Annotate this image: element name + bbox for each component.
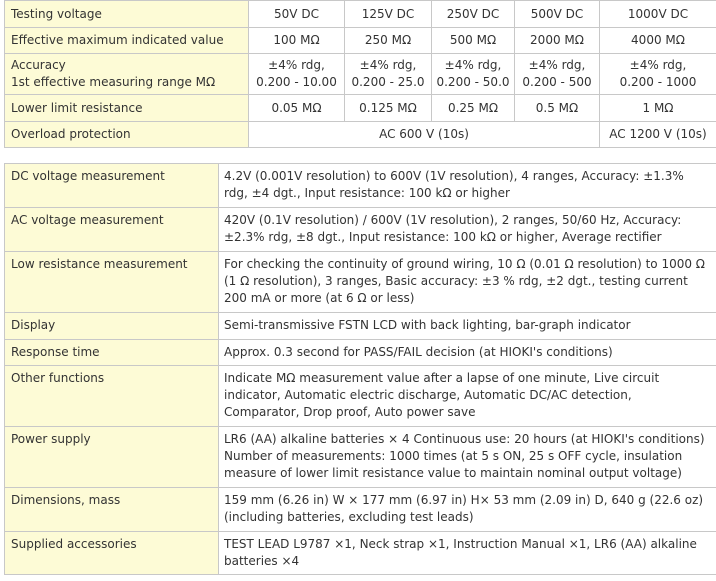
- voltage-125v-cell: 125V DC: [345, 1, 432, 28]
- detail-label: Response time: [5, 340, 219, 366]
- detail-value: Semi-transmissive FSTN LCD with back lighting, bar-graph indicator: [219, 313, 716, 340]
- detail-value: 159 mm (6.26 in) W × 177 mm (6.97 in) H× 53 mm (2.09 in) D, 640 g (22.6 oz) (including batteries, excluding test leads): [219, 488, 716, 532]
- detail-label: AC voltage measurement: [5, 208, 219, 252]
- overload-high-cell: AC 1200 V (10s): [600, 122, 716, 148]
- lower-limit-label: Lower limit resistance: [5, 95, 249, 122]
- voltage-500v-cell: 500V DC: [515, 1, 600, 28]
- detail-label: Power supply: [5, 427, 219, 488]
- detail-label: Dimensions, mass: [5, 488, 219, 532]
- accuracy-cell: [515, 54, 600, 95]
- detail-row: [5, 427, 716, 488]
- detail-row: [5, 532, 716, 575]
- detail-value: LR6 (AA) alkaline batteries × 4 Continuous use: 20 hours (at HIOKI's conditions) Number of measurements: 1000 times (at 5 s ON, 25 s OFF cycle, insulation measure of lower limit resistance value to maintain nominal output voltage): [219, 427, 716, 488]
- detail-row: [5, 366, 716, 427]
- accuracy-label: [5, 54, 249, 95]
- max-value-cell: 250 MΩ: [345, 28, 432, 54]
- lower-limit-cell: 0.125 MΩ: [345, 95, 432, 122]
- detail-label: Supplied accessories: [5, 532, 219, 575]
- details-body: [5, 164, 716, 575]
- testing-voltage-label: Testing voltage: [5, 1, 249, 28]
- accuracy-cell: [249, 54, 345, 95]
- max-value-cell: 4000 MΩ: [600, 28, 716, 54]
- accuracy-cell: [432, 54, 515, 95]
- accuracy-rdg: ±4% rdg,: [268, 58, 325, 72]
- lower-limit-cell: 0.25 MΩ: [432, 95, 515, 122]
- detail-value: TEST LEAD L9787 ×1, Neck strap ×1, Instruction Manual ×1, LR6 (AA) alkaline batteries ×4: [219, 532, 716, 575]
- accuracy-range: 0.200 - 500: [522, 75, 592, 89]
- detail-row: [5, 313, 716, 340]
- voltage-50v-cell: 50V DC: [249, 1, 345, 28]
- testing-voltage-spec-table: [4, 0, 716, 148]
- lower-limit-row: [5, 95, 716, 122]
- accuracy-cell: [600, 54, 716, 95]
- max-indicated-value-label: Effective maximum indicated value: [5, 28, 249, 54]
- accuracy-rdg: ±4% rdg,: [629, 58, 687, 72]
- max-indicated-value-row: [5, 28, 716, 54]
- overload-row: [5, 122, 716, 148]
- lower-limit-cell: 0.5 MΩ: [515, 95, 600, 122]
- overload-low-cell: AC 600 V (10s): [249, 122, 600, 148]
- lower-limit-cell: 1 MΩ: [600, 95, 716, 122]
- accuracy-range: 0.200 - 1000: [619, 75, 697, 89]
- accuracy-range: 0.200 - 25.0: [351, 75, 425, 89]
- accuracy-row: [5, 54, 716, 95]
- detail-label: DC voltage measurement: [5, 164, 219, 208]
- detail-row: [5, 340, 716, 366]
- overload-label: Overload protection: [5, 122, 249, 148]
- accuracy-label-line1: Accuracy: [11, 58, 66, 72]
- detail-row: [5, 252, 716, 313]
- accuracy-rdg: ±4% rdg,: [528, 58, 586, 72]
- max-value-cell: 2000 MΩ: [515, 28, 600, 54]
- max-value-cell: 100 MΩ: [249, 28, 345, 54]
- max-value-cell: 500 MΩ: [432, 28, 515, 54]
- detail-value: Indicate MΩ measurement value after a lapse of one minute, Live circuit indicator, Automatic electric discharge, Automatic DC/AC detection, Comparator, Drop proof, Auto power save: [219, 366, 716, 427]
- accuracy-range: 0.200 - 50.0: [436, 75, 510, 89]
- voltage-250v-cell: 250V DC: [432, 1, 515, 28]
- accuracy-label-line2: 1st effective measuring range MΩ: [11, 75, 216, 89]
- accuracy-rdg: ±4% rdg,: [359, 58, 417, 72]
- detail-value: 4.2V (0.001V resolution) to 600V (1V resolution), 4 ranges, Accuracy: ±1.3% rdg, ±4 dgt., Input resistance: 100 kΩ or higher: [219, 164, 716, 208]
- voltage-1000v-cell: 1000V DC: [600, 1, 716, 28]
- detail-label: Other functions: [5, 366, 219, 427]
- detail-row: [5, 164, 716, 208]
- detail-value: For checking the continuity of ground wiring, 10 Ω (0.01 Ω resolution) to 1000 Ω (1 Ω resolution), 3 ranges, Basic accuracy: ±3 % rdg, ±2 dgt., testing current 200 mA or more (at 6 Ω or less): [219, 252, 716, 313]
- detail-value: 420V (0.1V resolution) / 600V (1V resolution), 2 ranges, 50/60 Hz, Accuracy: ±2.3% rdg, ±8 dgt., Input resistance: 100 kΩ or higher, Average rectifier: [219, 208, 716, 252]
- testing-voltage-row: [5, 1, 716, 28]
- detail-value: Approx. 0.3 second for PASS/FAIL decision (at HIOKI's conditions): [219, 340, 716, 366]
- detail-row: [5, 488, 716, 532]
- lower-limit-cell: 0.05 MΩ: [249, 95, 345, 122]
- measurement-details-table: [4, 163, 716, 575]
- detail-label: Display: [5, 313, 219, 340]
- accuracy-range: 0.200 - 10.00: [256, 75, 337, 89]
- detail-label: Low resistance measurement: [5, 252, 219, 313]
- accuracy-cell: [345, 54, 432, 95]
- accuracy-rdg: ±4% rdg,: [444, 58, 502, 72]
- detail-row: [5, 208, 716, 252]
